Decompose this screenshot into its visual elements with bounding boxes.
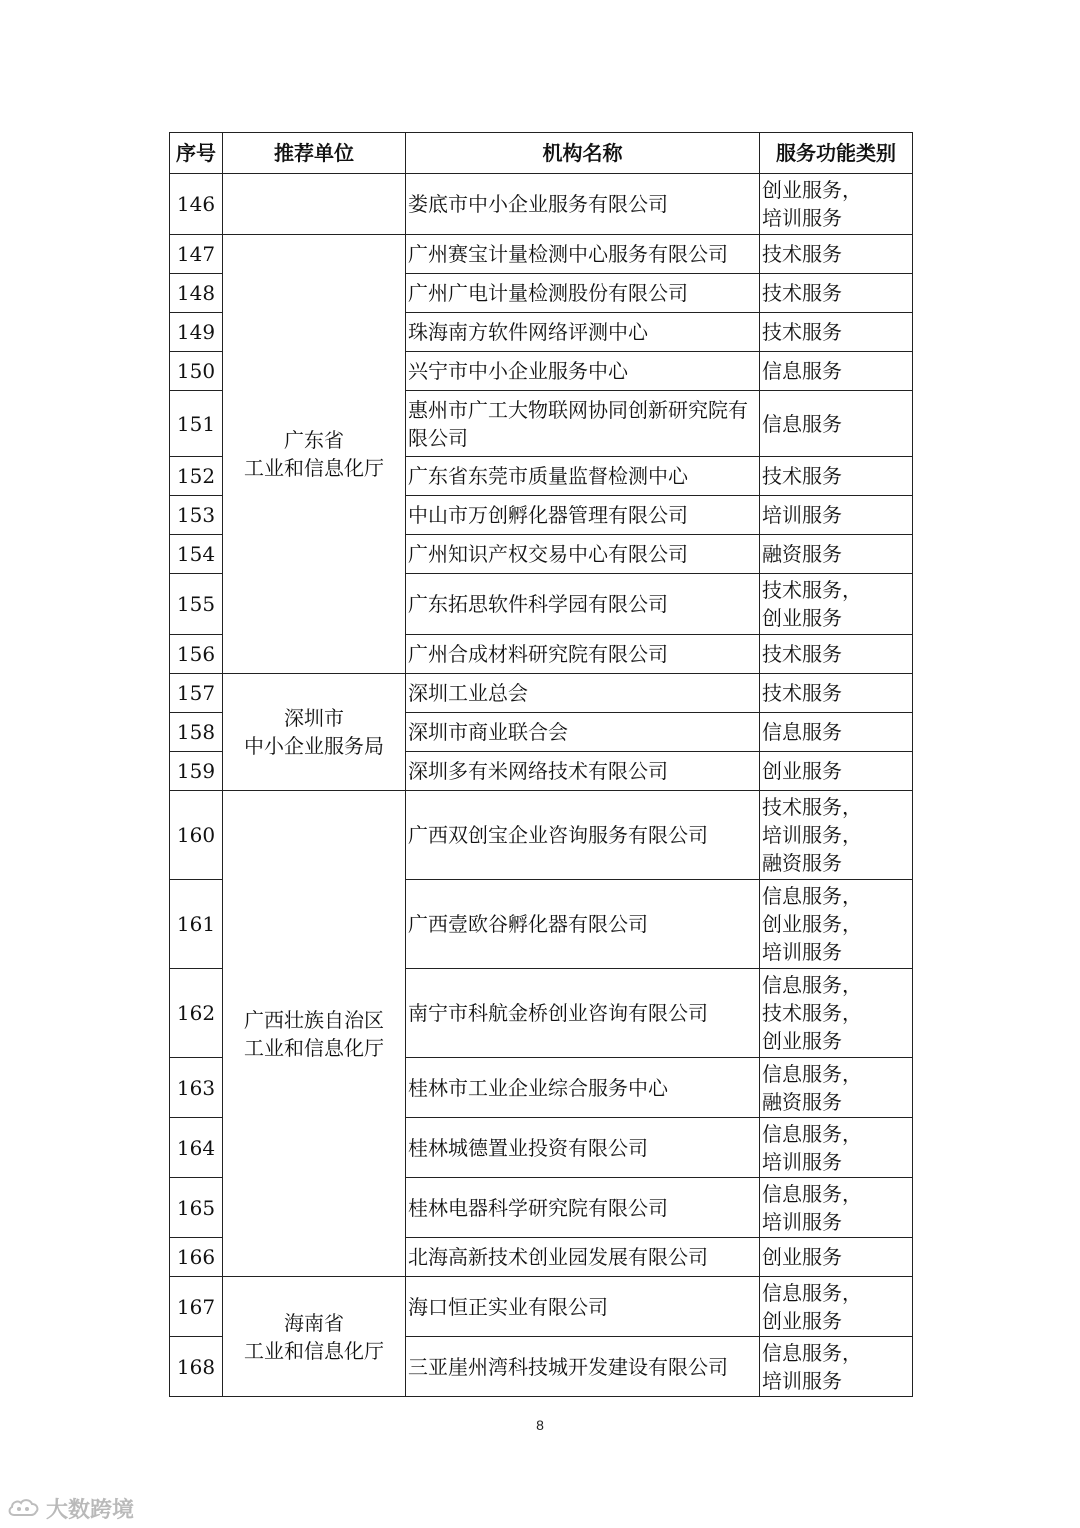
service-category	[760, 1238, 913, 1277]
institution-name: 北海高新技术创业园发展有限公司	[406, 1238, 760, 1277]
institution-name: 兴宁市中小企业服务中心	[406, 352, 760, 391]
recommending-unit	[223, 235, 406, 674]
service-line: 技术服务，	[762, 578, 862, 602]
service-line: 技术服务	[762, 464, 842, 488]
table-row	[170, 174, 913, 235]
recommending-unit-line: 工业和信息化厅	[244, 1035, 384, 1060]
service-line: 培训服务	[762, 1209, 842, 1234]
service-category	[760, 174, 913, 235]
header-serial-number: 序号	[170, 133, 223, 174]
service-category	[760, 235, 913, 274]
recommending-unit-line: 广西壮族自治区	[244, 1007, 384, 1032]
institution-name: 海口恒正实业有限公司	[406, 1277, 760, 1337]
service-line: 技术服务	[762, 681, 842, 705]
service-line: 创业服务，	[762, 912, 862, 936]
institution-name: 桂林市工业企业综合服务中心	[406, 1058, 760, 1118]
service-category	[760, 457, 913, 496]
serial-number: 168	[170, 1337, 223, 1397]
service-category	[760, 535, 913, 574]
serial-number: 151	[170, 391, 223, 457]
service-line: 融资服务	[762, 851, 842, 875]
service-line: 培训服务	[762, 1149, 842, 1174]
institution-name: 深圳市商业联合会	[406, 713, 760, 752]
institution-name: 桂林城德置业投资有限公司	[406, 1118, 760, 1178]
service-category	[760, 496, 913, 535]
service-category	[760, 674, 913, 713]
service-line: 融资服务	[762, 1089, 842, 1114]
recommending-unit-line: 工业和信息化厅	[244, 1338, 384, 1363]
service-category	[760, 635, 913, 674]
institution-name: 惠州市广工大物联网协同创新研究院有限公司	[406, 391, 760, 457]
recommending-unit	[223, 1277, 406, 1397]
table-header-row	[170, 133, 913, 174]
header-service-category: 服务功能类别	[760, 133, 913, 174]
service-line: 信息服务	[762, 720, 842, 744]
service-category	[760, 791, 913, 880]
recommending-unit-line: 广东省	[284, 428, 344, 452]
serial-number: 152	[170, 457, 223, 496]
serial-number: 150	[170, 352, 223, 391]
service-category	[760, 969, 913, 1058]
service-category	[760, 1277, 913, 1337]
table-row	[170, 791, 913, 880]
service-line: 信息服务	[762, 359, 842, 383]
service-category	[760, 352, 913, 391]
institution-name: 广州赛宝计量检测中心服务有限公司	[406, 235, 760, 274]
service-line: 创业服务	[762, 606, 842, 630]
service-category	[760, 1058, 913, 1118]
service-line: 培训服务，	[762, 823, 862, 847]
service-category	[760, 574, 913, 635]
serial-number: 157	[170, 674, 223, 713]
serial-number: 161	[170, 880, 223, 969]
service-category	[760, 1337, 913, 1397]
header-recommending-unit: 推荐单位	[223, 133, 406, 174]
service-line: 信息服务，	[762, 1061, 862, 1086]
serial-number: 159	[170, 752, 223, 791]
service-category	[760, 713, 913, 752]
institution-name: 广西壹欧谷孵化器有限公司	[406, 880, 760, 969]
service-line: 信息服务	[762, 411, 842, 436]
service-line: 技术服务	[762, 242, 842, 266]
header-institution-name: 机构名称	[406, 133, 760, 174]
service-line: 技术服务，	[762, 795, 862, 819]
service-line: 技术服务	[762, 320, 842, 344]
service-category	[760, 880, 913, 969]
institution-name: 广西双创宝企业咨询服务有限公司	[406, 791, 760, 880]
institution-name: 广东省东莞市质量监督检测中心	[406, 457, 760, 496]
serial-number: 147	[170, 235, 223, 274]
watermark-text: 大数跨境	[46, 1497, 135, 1523]
service-line: 信息服务，	[762, 1340, 862, 1365]
institution-table	[169, 132, 913, 1397]
service-line: 创业服务，	[762, 178, 862, 202]
service-line: 创业服务	[762, 1308, 842, 1333]
service-category	[760, 391, 913, 457]
serial-number: 166	[170, 1238, 223, 1277]
serial-number: 163	[170, 1058, 223, 1118]
institution-name: 桂林电器科学研究院有限公司	[406, 1178, 760, 1238]
recommending-unit	[223, 674, 406, 791]
cloud-logo-icon	[6, 1496, 42, 1520]
service-category	[760, 313, 913, 352]
service-line: 信息服务，	[762, 884, 862, 908]
service-line: 融资服务	[762, 542, 842, 566]
institution-name: 广州广电计量检测股份有限公司	[406, 274, 760, 313]
serial-number: 153	[170, 496, 223, 535]
institution-name: 广州知识产权交易中心有限公司	[406, 535, 760, 574]
serial-number: 164	[170, 1118, 223, 1178]
institution-name: 深圳多有米网络技术有限公司	[406, 752, 760, 791]
service-line: 技术服务	[762, 642, 842, 666]
service-line: 培训服务	[762, 206, 842, 230]
serial-number: 167	[170, 1277, 223, 1337]
recommending-unit-line: 工业和信息化厅	[244, 456, 384, 480]
service-line: 培训服务	[762, 940, 842, 964]
page-number: 8	[536, 1417, 544, 1433]
recommending-unit	[223, 174, 406, 235]
recommending-unit-line: 中小企业服务局	[244, 734, 384, 758]
service-line: 信息服务，	[762, 1121, 862, 1146]
serial-number: 160	[170, 791, 223, 880]
service-line: 技术服务，	[762, 1001, 862, 1025]
service-category	[760, 752, 913, 791]
serial-number: 158	[170, 713, 223, 752]
recommending-unit-line: 海南省	[284, 1310, 344, 1335]
service-line: 创业服务	[762, 1245, 842, 1269]
service-line: 信息服务，	[762, 1181, 862, 1206]
serial-number: 146	[170, 174, 223, 235]
serial-number: 162	[170, 969, 223, 1058]
service-line: 创业服务	[762, 759, 842, 783]
institution-name: 三亚崖州湾科技城开发建设有限公司	[406, 1337, 760, 1397]
service-category	[760, 1118, 913, 1178]
service-line: 培训服务	[762, 503, 842, 527]
service-line: 信息服务，	[762, 973, 862, 997]
institution-name: 广东拓思软件科学园有限公司	[406, 574, 760, 635]
table-row	[170, 235, 913, 274]
serial-number: 156	[170, 635, 223, 674]
serial-number: 155	[170, 574, 223, 635]
recommending-unit	[223, 791, 406, 1277]
watermark	[6, 1494, 134, 1522]
institution-name: 珠海南方软件网络评测中心	[406, 313, 760, 352]
service-line: 培训服务	[762, 1368, 842, 1393]
service-category	[760, 274, 913, 313]
table-row	[170, 1277, 913, 1337]
service-line: 信息服务，	[762, 1280, 862, 1305]
recommending-unit-line: 深圳市	[284, 706, 344, 730]
serial-number: 165	[170, 1178, 223, 1238]
service-line: 创业服务	[762, 1029, 842, 1053]
institution-name: 娄底市中小企业服务有限公司	[406, 174, 760, 235]
institution-name: 南宁市科航金桥创业咨询有限公司	[406, 969, 760, 1058]
serial-number: 154	[170, 535, 223, 574]
institution-name: 中山市万创孵化器管理有限公司	[406, 496, 760, 535]
table-row	[170, 674, 913, 713]
institution-name: 深圳工业总会	[406, 674, 760, 713]
serial-number: 148	[170, 274, 223, 313]
institution-name: 广州合成材料研究院有限公司	[406, 635, 760, 674]
service-line: 技术服务	[762, 281, 842, 305]
service-category	[760, 1178, 913, 1238]
serial-number: 149	[170, 313, 223, 352]
